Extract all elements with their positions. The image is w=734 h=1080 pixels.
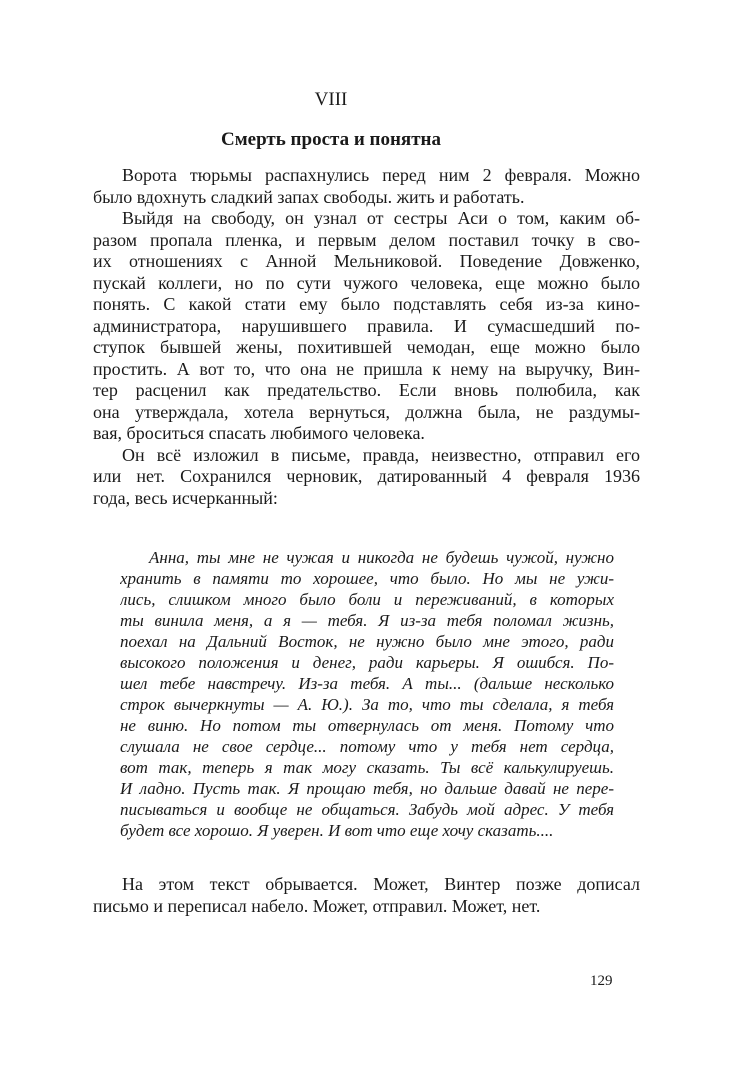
text-line: письмо и переписал набело. Может, отправил. Может, нет. <box>93 895 541 916</box>
text-line: шел тебе навстречу. Из-за тебя. А ты... (дальше несколько <box>120 674 614 693</box>
page-number: 129 <box>590 973 613 989</box>
text-line: будет все хорошо. Я уверен. И вот что еще хочу сказать.... <box>120 821 554 840</box>
text-line: понять. С какой стати ему было подставлять себя из-за кино- <box>93 294 640 314</box>
text-line: И ладно. Пусть так. Я прощаю тебя, но дальше давай не пере- <box>120 779 614 798</box>
text-line: вая, броситься спасать любимого человека. <box>93 423 425 443</box>
text-line: строк вычеркнуты — А. Ю.). За то, что ты сделала, я тебя <box>120 695 614 714</box>
text-line: разом пропала пленка, и первым делом поставил точку в сво- <box>93 229 640 250</box>
text-line: высокого положения и денег, ради карьеры. Я ошибся. По- <box>120 653 614 672</box>
text-line: было вдохнуть сладкий запах свободы. жить и работать. <box>93 186 525 207</box>
text-line: ступок бывшей жены, похитившей чемодан, еще можно было <box>93 337 640 357</box>
text-line: она утверждала, хотела вернуться, должна была, не раздумы- <box>93 401 640 422</box>
letter-quote <box>120 547 614 841</box>
closing-paragraph <box>93 874 640 917</box>
text-line: Выйдя на свободу, он узнал от сестры Аси о том, каким об- <box>122 208 640 228</box>
chapter-title: Смерть проста и понятна <box>221 129 441 150</box>
text-line: лись, слишком много было боли и переживаний, в которых <box>120 590 614 609</box>
body-text <box>93 165 640 509</box>
text-line: тер расценил как предательство. Если вновь полюбила, как <box>93 380 640 400</box>
text-line: вот так, теперь я так могу сказать. Ты всё калькулируешь. <box>120 758 614 777</box>
text-line: пускай коллеги, но по сути чужого человека, еще можно было <box>93 272 640 293</box>
text-line: Ворота тюрьмы распахнулись перед ним 2 февраля. Можно <box>122 165 640 185</box>
text-line: их отношениях с Анной Мельниковой. Поведение Довженко, <box>93 251 640 271</box>
text-line: хранить в памяти то хорошее, что было. Но мы не ужи- <box>120 569 614 588</box>
text-line: Он всё изложил в письме, правда, неизвестно, отправил его <box>122 444 640 465</box>
text-line: простить. А вот то, что она не пришла к нему на выручку, Вин- <box>93 358 640 379</box>
text-line: ты винила меня, а я — тебя. Я из-за тебя поломал жизнь, <box>120 611 614 630</box>
text-line: года, весь исчерканный: <box>93 487 278 508</box>
text-line: не виню. Но потом ты отвернулась от меня. Потому что <box>120 716 614 735</box>
text-line: Анна, ты мне не чужая и никогда не будешь чужой, нужно <box>149 548 614 567</box>
text-line: слушала не свое сердце... потому что у тебя нет сердца, <box>120 737 614 756</box>
text-line: администратора, нарушившего правила. И сумасшедший по- <box>93 315 640 336</box>
text-line: поехал на Дальний Восток, не нужно было мне этого, ради <box>120 632 614 651</box>
chapter-number: VIII <box>314 89 348 110</box>
text-line: писываться и вообще не общаться. Забудь мой адрес. У тебя <box>120 800 614 819</box>
text-line: или нет. Сохранился черновик, датированный 4 февраля 1936 <box>93 466 640 486</box>
text-line: На этом текст обрывается. Может, Винтер позже дописал <box>122 874 640 894</box>
